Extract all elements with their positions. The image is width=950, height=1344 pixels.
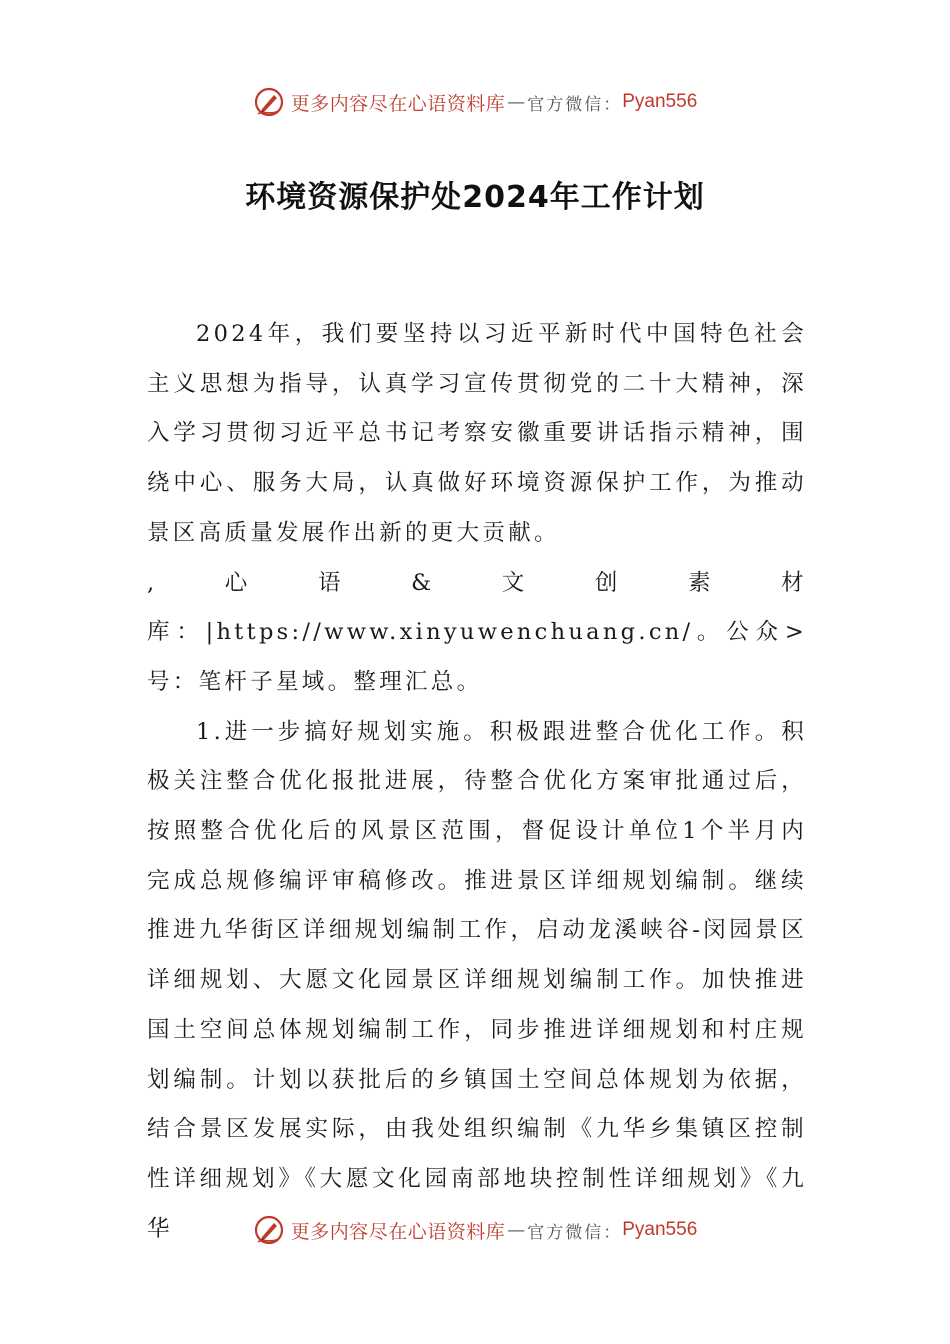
document-title: 环境资源保护处2024年工作计划 xyxy=(245,180,705,215)
banner-dash: — xyxy=(507,1219,526,1241)
header-watermark-banner xyxy=(0,82,950,122)
pen-logo-icon xyxy=(253,86,285,118)
banner-dash: — xyxy=(507,91,526,113)
banner-text: 更多内容尽在心语资料库 xyxy=(290,1220,506,1243)
paragraph-item-1: 1.进一步搞好规划实施。积极跟进整合优化工作。积极关注整合优化报批进展，待整合优化方案审批通过后，按照整合优化后的风景区范围，督促设计单位1个半月内完成总规修编评审稿修改。推进景区详细规划编制。继续推进九华街区详细规划编制工作，启动龙溪峡谷-闵园景区详细规划、大愿文化园景区详细规划编制工作。加快推进国土空间总体规划编制工作，同步推进详细规划和村庄规划编制。计划以获批后的乡镇国土空间总体规划为依据，结合景区发展实际，由我处组织编制《九华乡集镇区控制性详细规划》《大愿文化园南部地块控制性详细规划》《九华 xyxy=(147,718,807,1242)
pen-logo-icon xyxy=(253,1214,285,1246)
banner-wechat-label: 官方微信： xyxy=(527,1222,623,1243)
banner-text: 更多内容尽在心语资料库 xyxy=(290,92,506,115)
banner-wechat-id: Pyan556 xyxy=(622,91,698,112)
document-body xyxy=(147,310,807,1254)
footer-watermark-banner xyxy=(0,1210,950,1250)
banner-wechat-id: Pyan556 xyxy=(622,1219,698,1240)
paragraph-source-note: ,心语&文创素材库：|https://www.xinyuwenchuang.cn/。公众>号：笔杆子星域。整理汇总。 xyxy=(147,569,807,695)
banner-wechat-label: 官方微信： xyxy=(527,94,623,115)
paragraph-intro: 2024年，我们要坚持以习近平新时代中国特色社会主义思想为指导，认真学习宣传贯彻党的二十大精神，深入学习贯彻习近平总书记考察安徽重要讲话指示精神，围绕中心、服务大局，认真做好环境资源保护工作，为推动景区高质量发展作出新的更大贡献。 xyxy=(147,321,807,546)
